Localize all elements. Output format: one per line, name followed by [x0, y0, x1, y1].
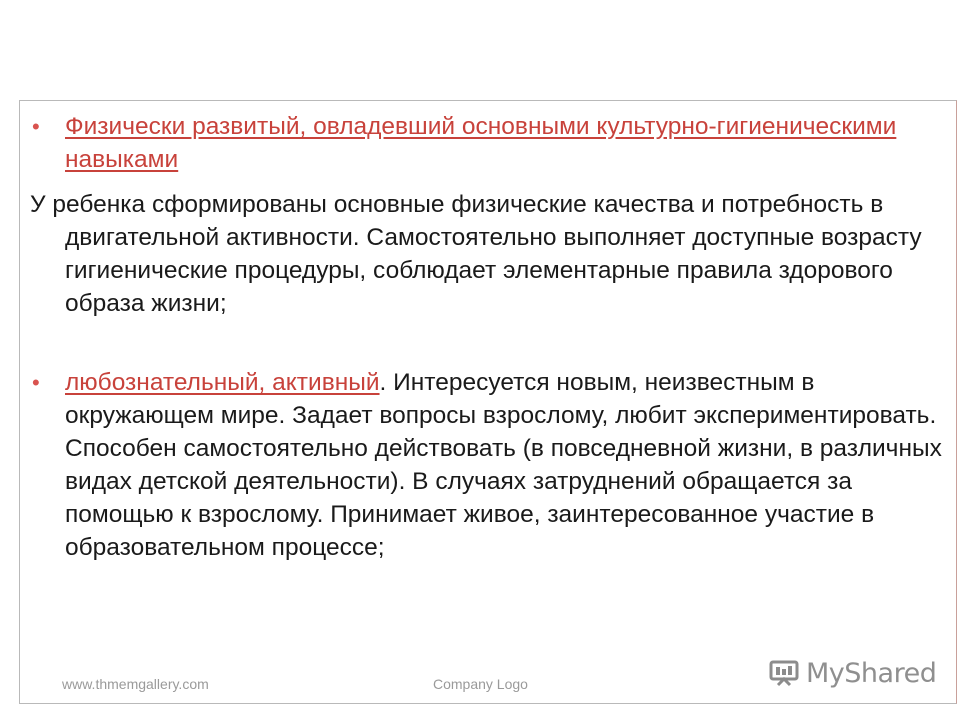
footer-company-logo: Company Logo	[433, 676, 528, 692]
bullet-icon: •	[32, 114, 40, 139]
bullet-item-curious	[30, 366, 955, 564]
presentation-icon	[768, 657, 800, 689]
spacer	[30, 320, 955, 366]
link-curious-active[interactable]: любознательный, активный	[65, 369, 380, 396]
brand-logo[interactable]	[768, 655, 936, 691]
link-physical-development[interactable]: Физически развитый, овладевший основными культурно-гигиеническими навыками	[65, 113, 897, 173]
paragraph-physical-description: У ребенка сформированы основные физические качества и потребность в двигательной активности. Самостоятельно выполняет доступные возрасту гигиенические процедуры, соблюдает элементарные правила здорового образа жизни;	[30, 191, 922, 317]
brand-name: MyShared	[806, 657, 937, 689]
bullet-item-physical	[30, 110, 955, 176]
footer-url: www.thmemgallery.com	[62, 676, 209, 692]
bullet-icon: •	[32, 370, 40, 395]
slide-content	[30, 110, 955, 564]
bullet-text: . Интересуется новым, неизвестным в окружающем мире. Задает вопросы взрослому, любит экспериментировать. Способен самостоятельно действовать (в повседневной жизни, в различных видах детской деятельности). В случаях затруднений обращается за помощью к взрослому. Принимает живое, заинтересованное участие в образовательном процессе;	[65, 369, 942, 561]
